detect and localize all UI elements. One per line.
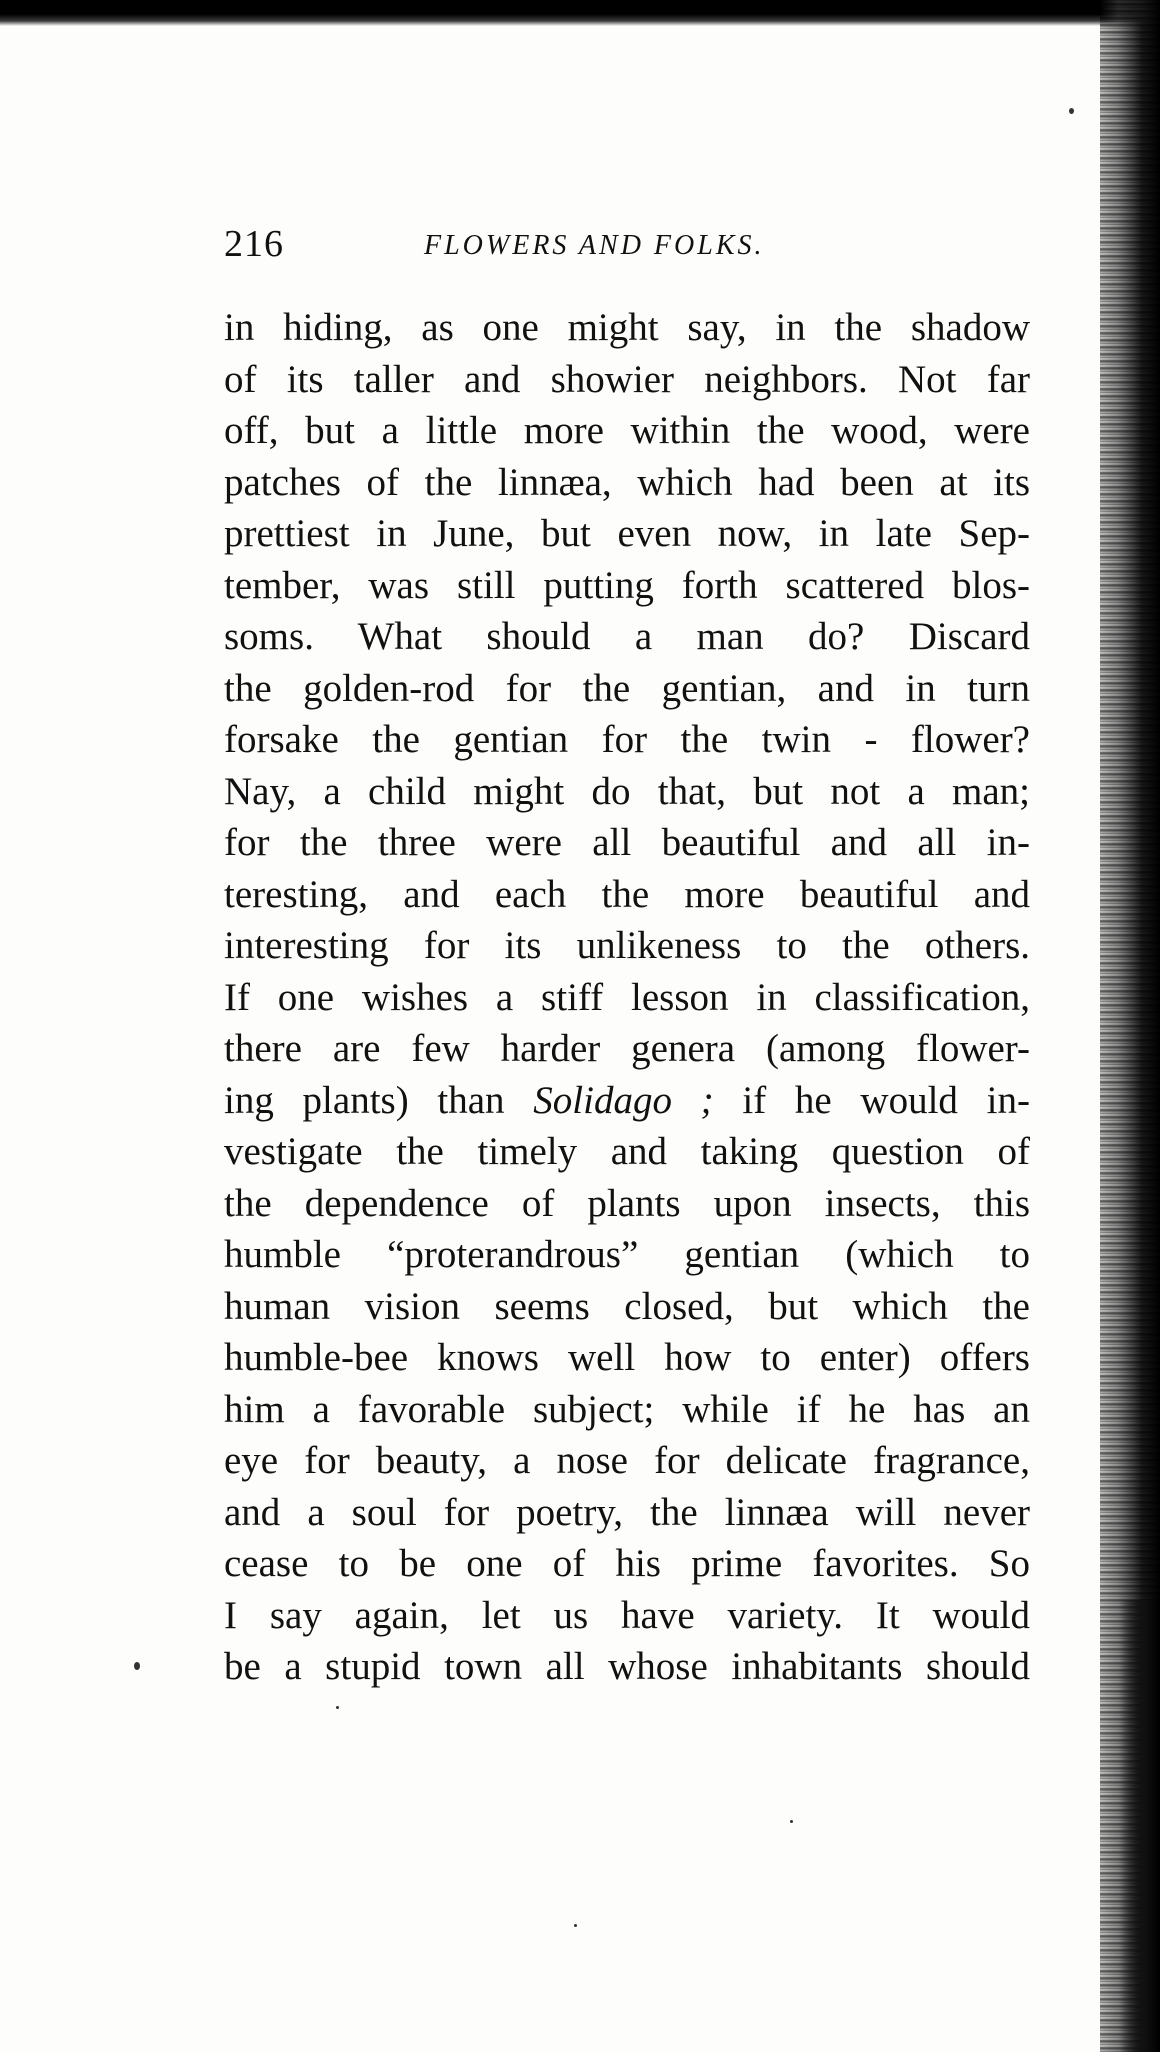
text-line-with-italic bbox=[224, 1075, 1030, 1127]
text-line: forsake the gentian for the twin - flower? bbox=[224, 718, 1030, 761]
text-line: soms. What should a man do? Discard bbox=[224, 615, 1030, 658]
text-line: I say again, let us have variety. It would bbox=[224, 1593, 1030, 1637]
scan-speck bbox=[1069, 108, 1074, 114]
text-line: eye for beauty, a nose for delicate fragrance, bbox=[224, 1439, 1030, 1482]
text-line: vestigate the timely and taking question of bbox=[224, 1130, 1030, 1173]
italic-genus-name: Solidago ; bbox=[533, 1078, 714, 1122]
text-line: If one wishes a stiff lesson in classification, bbox=[224, 975, 1030, 1019]
scan-speck bbox=[574, 1924, 577, 1927]
scan-speck bbox=[134, 1662, 140, 1670]
text-line: teresting, and each the more beautiful and bbox=[224, 872, 1030, 916]
text-line: in hiding, as one might say, in the shadow bbox=[224, 306, 1030, 349]
text-line: him a favorable subject; while if he has an bbox=[224, 1387, 1030, 1431]
page-number: 216 bbox=[224, 223, 284, 265]
text-line: of its taller and showier neighbors. Not far bbox=[224, 357, 1030, 401]
text-line: human vision seems closed, but which the bbox=[224, 1284, 1030, 1328]
scan-top-shadow bbox=[0, 0, 1160, 26]
text-line: patches of the linnæa, which had been at its bbox=[224, 460, 1030, 504]
text-line: humble-bee knows well how to enter) offers bbox=[224, 1336, 1030, 1379]
text-line: there are few harder genera (among flower- bbox=[224, 1027, 1030, 1070]
page-header bbox=[224, 222, 1024, 272]
text-segment: ing plants) than bbox=[224, 1078, 534, 1122]
text-line: and a soul for poetry, the linnæa will never bbox=[224, 1490, 1030, 1534]
text-line: tember, was still putting forth scattered blos- bbox=[224, 563, 1030, 607]
text-line: Nay, a child might do that, but not a man; bbox=[224, 769, 1030, 813]
text-line: off, but a little more within the wood, were bbox=[224, 409, 1030, 452]
text-line: prettiest in June, but even now, in late Sep- bbox=[224, 512, 1030, 555]
body-text bbox=[224, 302, 1030, 1693]
running-title: FLOWERS AND FOLKS. bbox=[424, 230, 765, 261]
text-segment: if he would in- bbox=[713, 1078, 1030, 1122]
text-line: cease to be one of his prime favorites. So bbox=[224, 1542, 1030, 1585]
text-line: the golden-rod for the gentian, and in turn bbox=[224, 666, 1030, 710]
scan-speck bbox=[790, 1820, 793, 1823]
text-line: the dependence of plants upon insects, this bbox=[224, 1181, 1030, 1225]
text-line: be a stupid town all whose inhabitants should bbox=[224, 1645, 1030, 1688]
text-line: humble “proterandrous” gentian (which to bbox=[224, 1233, 1030, 1276]
text-line: interesting for its unlikeness to the others. bbox=[224, 924, 1030, 967]
scan-speck bbox=[336, 1706, 339, 1709]
page-edge-shadow-lower bbox=[1120, 1600, 1160, 2052]
text-line: for the three were all beautiful and all in- bbox=[224, 821, 1030, 864]
